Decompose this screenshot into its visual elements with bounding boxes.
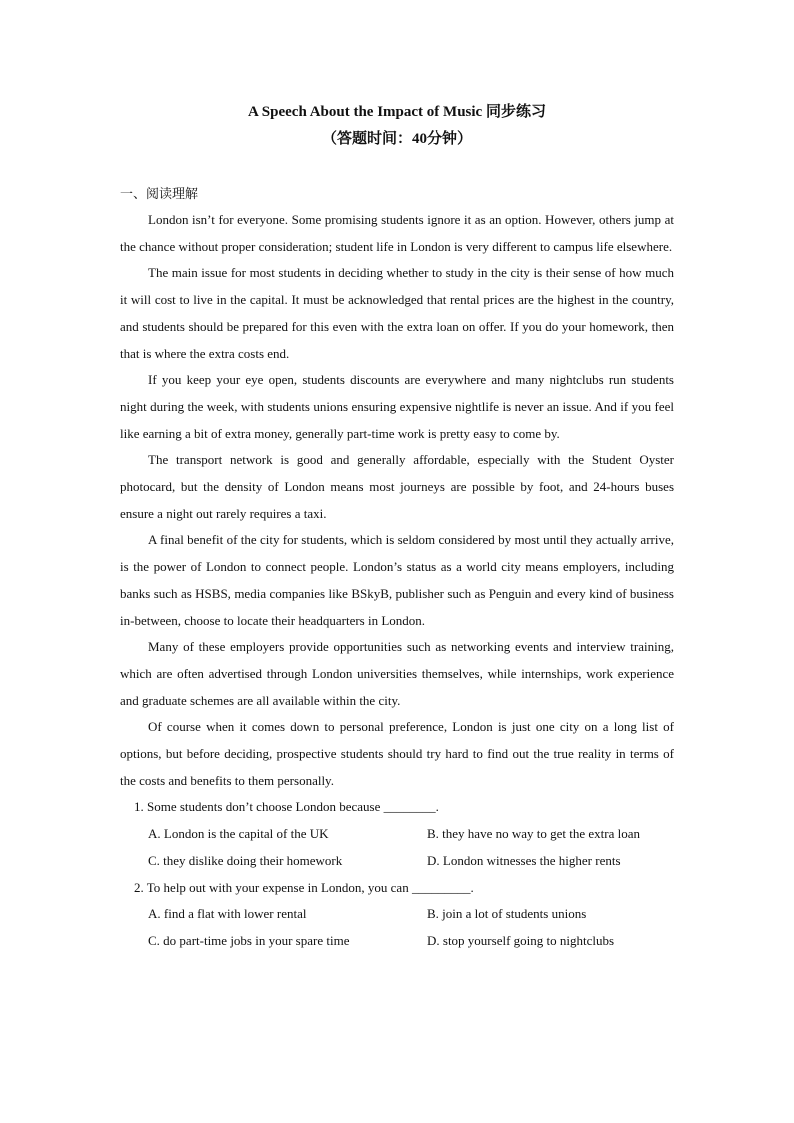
- paragraph: Many of these employers provide opportunities such as networking events and interview training, which are often advertised through London universities themselves, while internships, work experience and graduate schemes are all available within the city.: [120, 639, 674, 708]
- option-b: B. join a lot of students unions: [427, 906, 587, 922]
- option-c: C. do part-time jobs in your spare time: [148, 932, 350, 948]
- question-1-stem: 1. Some students don’t choose London because ________.: [134, 799, 439, 815]
- paragraph: The main issue for most students in deciding whether to study in the city is their sense of how much it will cost to live in the capital. It must be acknowledged that rental prices are the highest in the country, and students should be prepared for this even with the extra loan on offer. If you do your homework, then that is where the extra costs end.: [120, 265, 674, 361]
- section-heading: 一、阅读理解: [120, 186, 199, 201]
- option-a: A. London is the capital of the UK: [148, 826, 329, 842]
- option-b: B. they have no way to get the extra loan: [427, 826, 640, 842]
- document-title: A Speech About the Impact of Music 同步练习: [248, 104, 546, 120]
- option-d: D. London witnesses the higher rents: [427, 852, 621, 868]
- option-d: D. stop yourself going to nightclubs: [427, 932, 615, 948]
- paragraph: London isn’t for everyone. Some promising students ignore it as an option. However, others jump at the chance without proper consideration; student life in London is very different to campus life elsewhere.: [120, 212, 674, 254]
- paragraph: The transport network is good and generally affordable, especially with the Student Oyster photocard, but the density of London means most journeys are possible by foot, and 24-hours buses ensure a night out rarely requires a taxi.: [120, 452, 674, 521]
- question-1-options: [120, 821, 674, 874]
- paragraph: Of course when it comes down to personal preference, London is just one city on a long list of options, but before deciding, prospective students should try hard to find out the true reality in terms of the costs and benefits to them personally.: [120, 719, 674, 788]
- reading-passage: [120, 207, 674, 955]
- paragraph: If you keep your eye open, students discounts are everywhere and many nightclubs run students night during the week, with students unions ensuring expensive nightlife is never an issue. And if you feel like earning a bit of extra money, generally part-time work is pretty easy to come by.: [120, 372, 674, 441]
- option-a: A. find a flat with lower rental: [148, 906, 307, 922]
- paragraph: A final benefit of the city for students, which is seldom considered by most until they actually arrive, is the power of London to connect people. London’s status as a world city means employers, including banks such as HSBS, media companies like BSkyB, publisher such as Penguin and every kind of business in-between, choose to locate their headquarters in London.: [120, 532, 674, 628]
- option-c: C. they dislike doing their homework: [148, 852, 343, 868]
- question-2-options: [120, 901, 674, 954]
- question-2-stem: 2. To help out with your expense in London, you can _________.: [134, 879, 474, 895]
- document-subtitle: （答题时间：40分钟）: [321, 131, 472, 147]
